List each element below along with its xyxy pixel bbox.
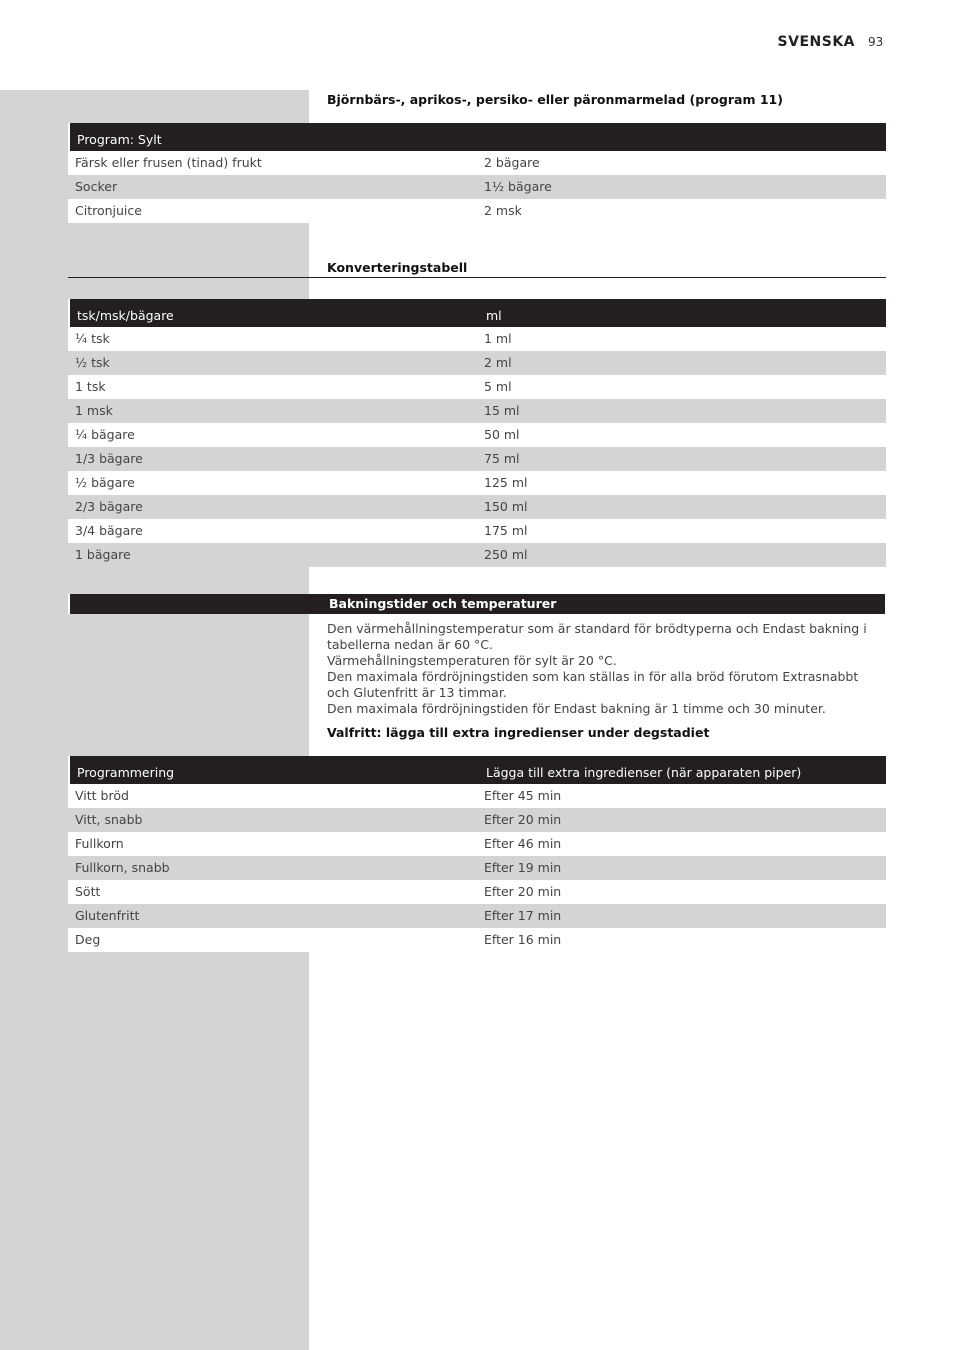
amount-cell: 2 msk	[484, 203, 522, 218]
program-cell: Vitt, snabb	[75, 812, 143, 827]
ml-cell: 15 ml	[484, 403, 520, 418]
measure-cell: ¼ bägare	[75, 427, 135, 442]
jam-heading: Björnbärs-, aprikos-, persiko- eller päronmarmelad (program 11)	[327, 92, 783, 107]
table-row	[68, 327, 886, 351]
table-row	[68, 784, 886, 808]
baking-note: Värmehållningstemperaturen för sylt är 20 °C.	[327, 653, 617, 668]
ingredient-cell: Socker	[75, 179, 118, 194]
table-row	[68, 832, 886, 856]
table-row	[68, 399, 886, 423]
table-row	[68, 151, 886, 175]
program-cell: Vitt bröd	[75, 788, 129, 803]
header-cell: Lägga till extra ingredienser (när apparaten piper)	[486, 765, 802, 780]
timing-cell: Efter 17 min	[484, 908, 562, 923]
measure-cell: 1 tsk	[75, 379, 106, 394]
table-row	[68, 928, 886, 952]
left-margin-panel	[0, 90, 309, 1350]
table-row	[68, 447, 886, 471]
measure-cell: ½ tsk	[75, 355, 110, 370]
optional-heading: Valfritt: lägga till extra ingredienser under degstadiet	[327, 725, 710, 740]
table-row	[68, 856, 886, 880]
baking-notes	[327, 621, 882, 717]
table-row	[68, 199, 886, 223]
ml-cell: 175 ml	[484, 523, 528, 538]
program-cell: Deg	[75, 932, 101, 947]
conversion-table	[68, 299, 886, 567]
amount-cell: 1½ bägare	[484, 179, 552, 194]
program-cell: Glutenfritt	[75, 908, 140, 923]
table-header-row	[68, 756, 886, 784]
table-row	[68, 175, 886, 199]
measure-cell: 1 bägare	[75, 547, 131, 562]
table-row	[68, 543, 886, 567]
ml-cell: 5 ml	[484, 379, 512, 394]
ml-cell: 250 ml	[484, 547, 528, 562]
measure-cell: 3/4 bägare	[75, 523, 143, 538]
jam-table	[68, 123, 886, 223]
baking-note: Den värmehållningstemperatur som är standard för brödtyperna och Endast bakning i tabellerna nedan är 60 °C.	[327, 621, 867, 652]
program-cell: Fullkorn	[75, 836, 124, 851]
table-header-row	[68, 123, 886, 151]
measure-cell: 2/3 bägare	[75, 499, 143, 514]
table-row	[68, 495, 886, 519]
ingredient-cell: Citronjuice	[75, 203, 142, 218]
table-row	[68, 808, 886, 832]
timing-cell: Efter 16 min	[484, 932, 562, 947]
header-cell: Program: Sylt	[77, 132, 162, 147]
ml-cell: 75 ml	[484, 451, 520, 466]
section-divider	[68, 277, 886, 278]
header-cell: ml	[486, 308, 502, 323]
ml-cell: 1 ml	[484, 331, 512, 346]
table-row	[68, 423, 886, 447]
timing-cell: Efter 45 min	[484, 788, 562, 803]
measure-cell: ¼ tsk	[75, 331, 110, 346]
conversion-heading: Konverteringstabell	[327, 260, 468, 275]
measure-cell: 1/3 bägare	[75, 451, 143, 466]
baking-heading: Bakningstider och temperaturer	[329, 596, 557, 611]
timing-cell: Efter 46 min	[484, 836, 562, 851]
ml-cell: 2 ml	[484, 355, 512, 370]
ml-cell: 125 ml	[484, 475, 528, 490]
table-row	[68, 351, 886, 375]
ingredient-cell: Färsk eller frusen (tinad) frukt	[75, 155, 262, 170]
timing-cell: Efter 19 min	[484, 860, 562, 875]
measure-cell: 1 msk	[75, 403, 113, 418]
baking-note: Den maximala fördröjningstiden för Endast bakning är 1 timme och 30 minuter.	[327, 701, 826, 716]
table-row	[68, 904, 886, 928]
table-row	[68, 375, 886, 399]
header-cell: Programmering	[77, 765, 175, 780]
page-language: SVENSKA	[777, 34, 855, 50]
measure-cell: ½ bägare	[75, 475, 135, 490]
table-row	[68, 880, 886, 904]
table-header-row	[68, 299, 886, 327]
amount-cell: 2 bägare	[484, 155, 540, 170]
table-row	[68, 471, 886, 495]
baking-note: Den maximala fördröjningstiden som kan ställas in för alla bröd förutom Extrasnabbt och Glutenfritt är 13 timmar.	[327, 669, 859, 700]
extras-table	[68, 756, 886, 952]
table-row	[68, 519, 886, 543]
ml-cell: 150 ml	[484, 499, 528, 514]
baking-heading-bar	[68, 594, 885, 614]
page-number: 93	[868, 35, 884, 49]
timing-cell: Efter 20 min	[484, 884, 562, 899]
ml-cell: 50 ml	[484, 427, 520, 442]
program-cell: Fullkorn, snabb	[75, 860, 170, 875]
header-cell: tsk/msk/bägare	[77, 308, 174, 323]
program-cell: Sött	[75, 884, 101, 899]
timing-cell: Efter 20 min	[484, 812, 562, 827]
